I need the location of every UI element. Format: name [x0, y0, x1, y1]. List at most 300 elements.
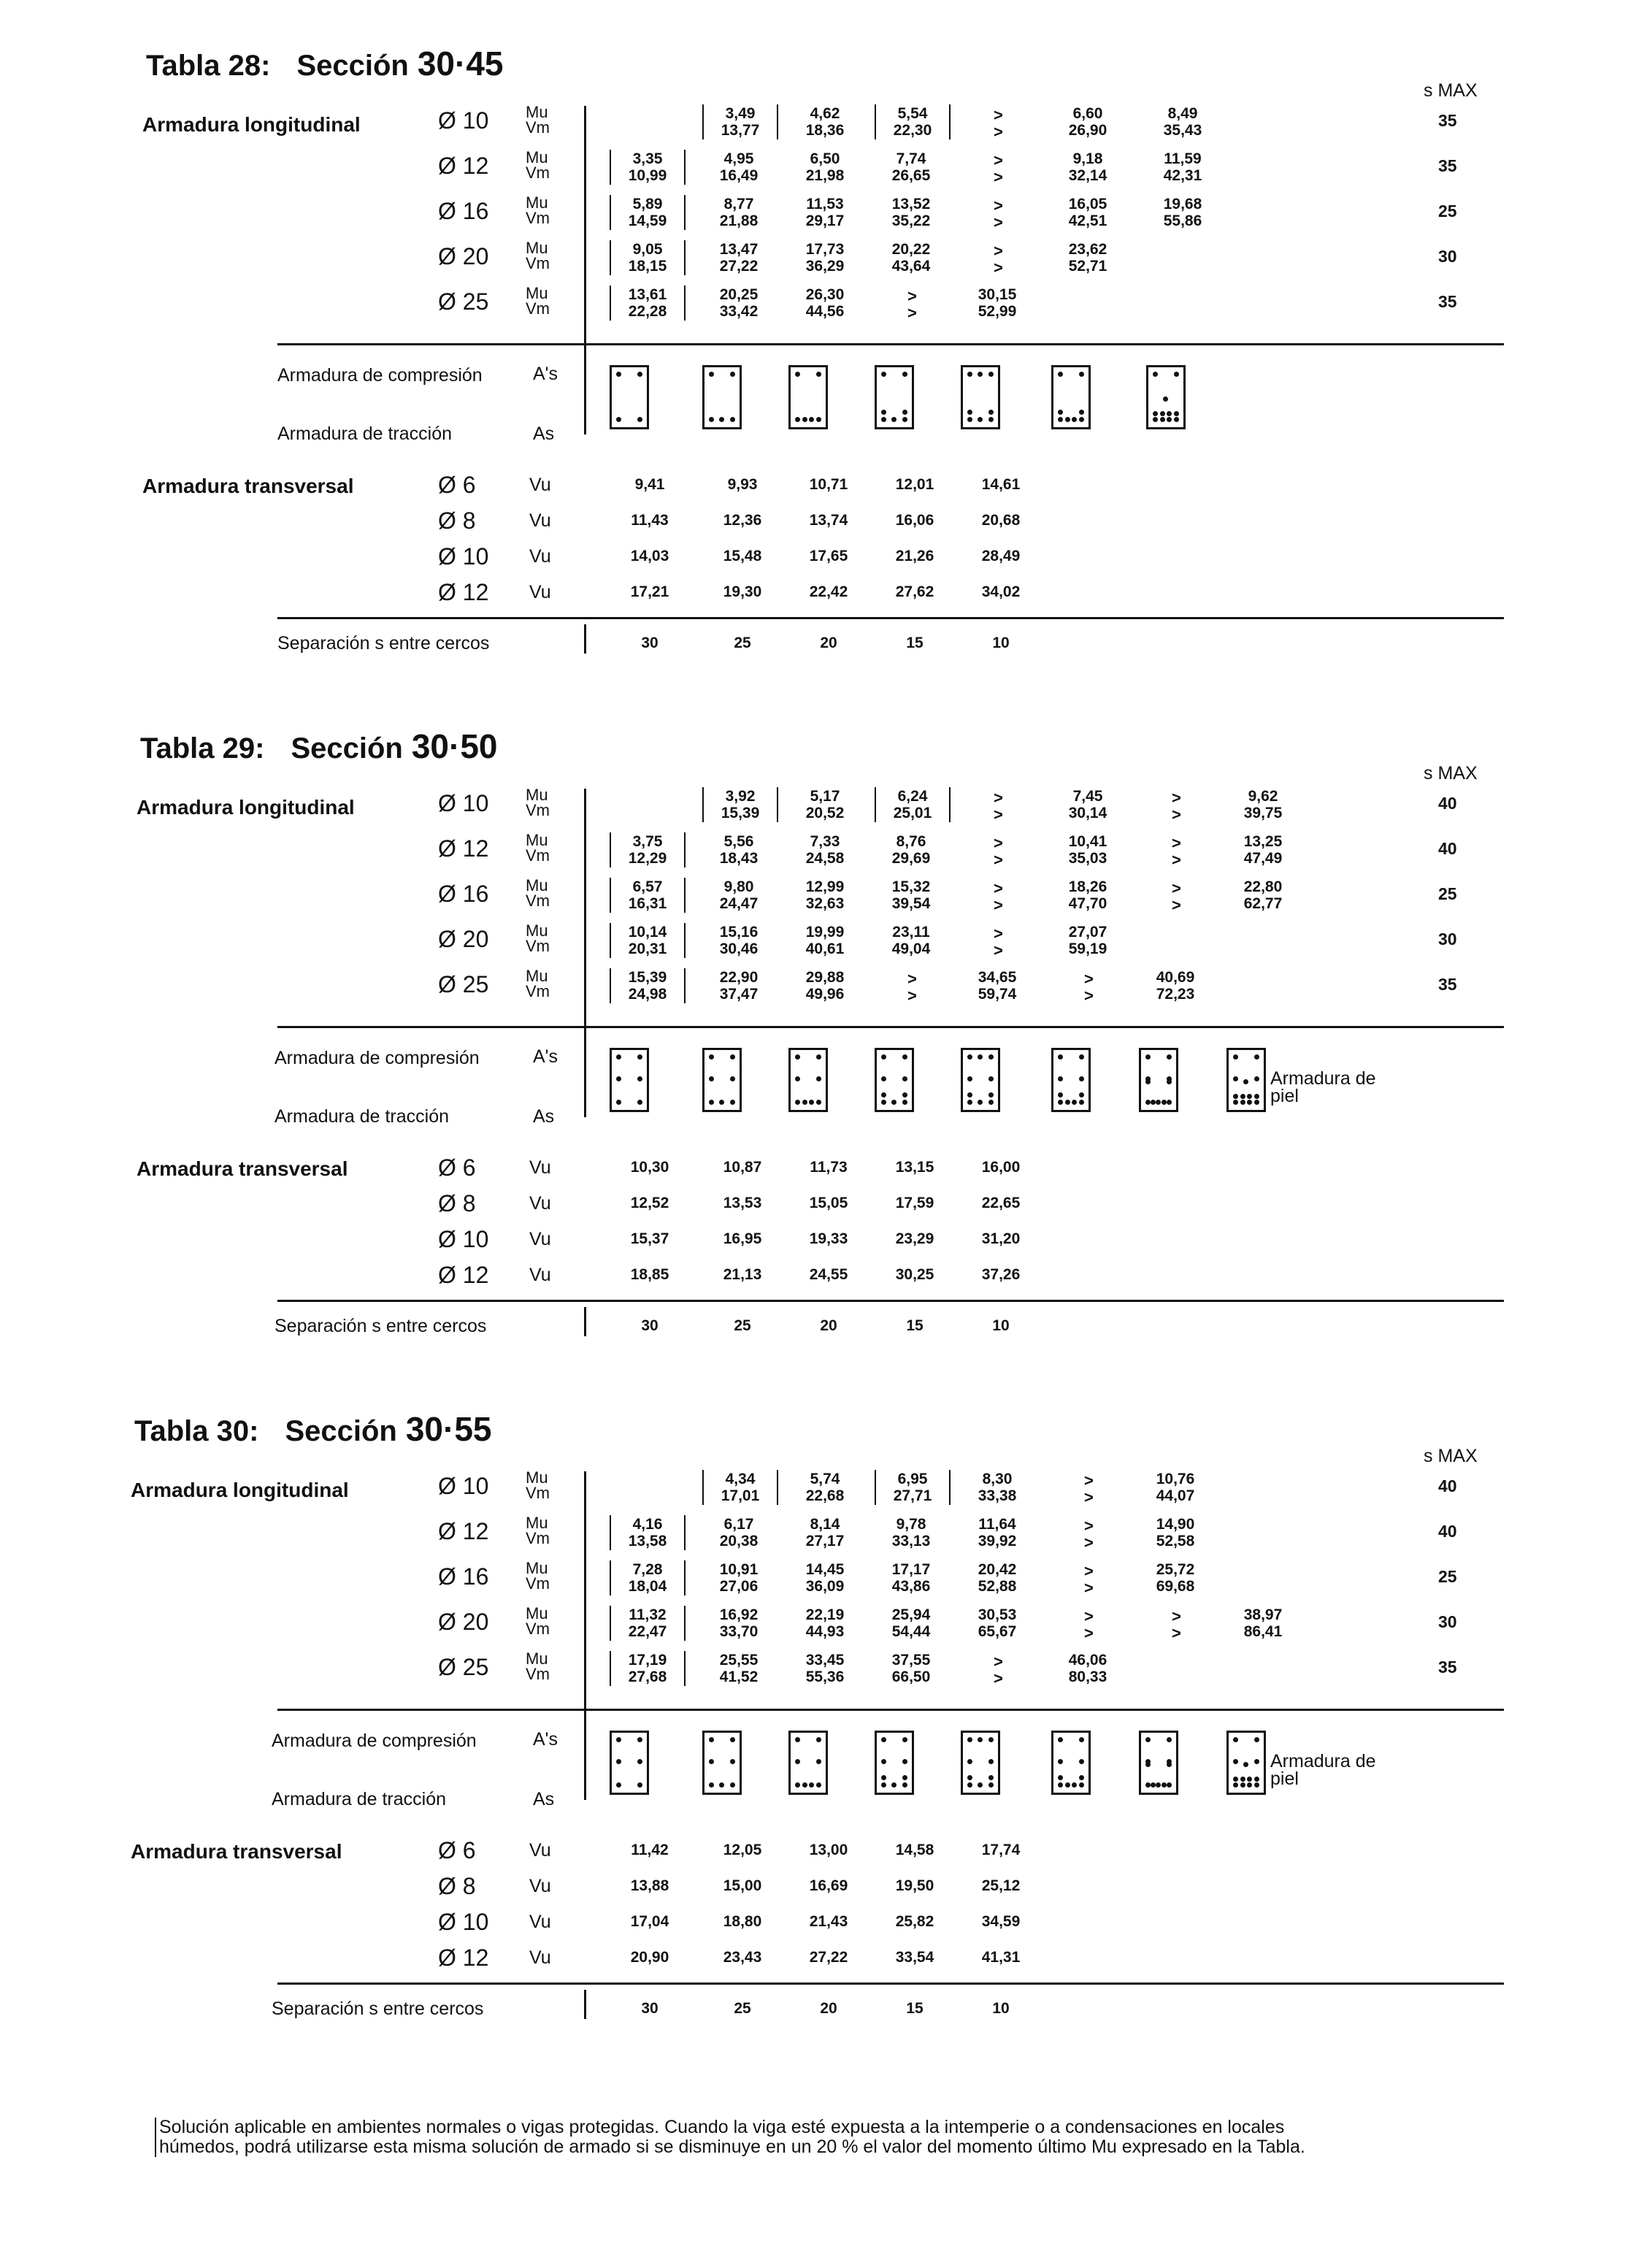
rebar-dot	[1240, 1782, 1245, 1788]
vm-value: 24,47	[719, 895, 759, 912]
exceeds-marker: >	[907, 986, 917, 1005]
vm-value: 18,04	[610, 1577, 686, 1595]
rebar-dot	[978, 1737, 983, 1742]
vu-label: Vu	[529, 510, 551, 531]
vu-value: 17,65	[809, 548, 848, 564]
mu-value: 17,17	[891, 1561, 931, 1578]
rebar-dot	[902, 372, 907, 377]
mu-value: 37,55	[891, 1652, 931, 1669]
vm-value: 21,98	[805, 167, 845, 184]
vu-label: Vu	[529, 1876, 551, 1896]
vu-value: 11,43	[631, 512, 669, 529]
rebar-dot	[1167, 411, 1172, 416]
column-separator	[584, 624, 586, 654]
rebar-dot	[1254, 1782, 1259, 1788]
vm-value: 15,39	[702, 804, 778, 822]
mu-value: 4,16	[610, 1515, 686, 1533]
vu-label: Vu	[529, 1265, 551, 1285]
mu-value: 19,99	[805, 924, 845, 940]
column-separator	[584, 789, 586, 1117]
section-diagram	[788, 365, 828, 429]
exceeds-marker: >	[994, 123, 1003, 141]
vu-label: Vu	[529, 546, 551, 567]
table-number: Tabla 30:	[134, 1415, 259, 1447]
exceeds-marker: >	[994, 106, 1003, 124]
vu-value: 25,12	[981, 1877, 1021, 1894]
rebar-dot	[1058, 1782, 1063, 1788]
rebar-dot	[809, 1782, 814, 1788]
bar-diameter: Ø 12	[438, 153, 489, 179]
rebar-dot	[1167, 1782, 1172, 1788]
exceeds-marker: >	[994, 242, 1003, 260]
rebar-dot	[967, 410, 972, 415]
rebar-dot	[795, 1759, 800, 1764]
mu-value: 16,05	[1068, 196, 1107, 212]
mu-label: Mu	[526, 1650, 548, 1668]
rebar-dot	[1145, 1782, 1151, 1788]
vm-value: 18,36	[805, 122, 845, 139]
rebar-dot	[709, 1100, 714, 1105]
vu-value: 12,52	[630, 1195, 669, 1211]
smax-value: 40	[1438, 794, 1457, 813]
section-label: Sección	[285, 1415, 397, 1447]
rebar-dot	[616, 1737, 621, 1742]
rebar-dot	[881, 1737, 886, 1742]
rebar-dot	[881, 1100, 886, 1105]
vu-value: 33,54	[895, 1949, 934, 1966]
rebar-dot	[1079, 1737, 1084, 1742]
table-number: Tabla 29:	[140, 732, 265, 765]
rebar-dot	[902, 1092, 907, 1097]
rebar-dot	[816, 1076, 821, 1081]
rebar-dot	[1243, 1762, 1248, 1767]
mu-value: 5,89	[610, 195, 686, 213]
divider-line	[277, 343, 1504, 345]
exceeds-marker: >	[1084, 1488, 1094, 1506]
table-title	[134, 1409, 492, 1449]
rebar-dot	[1145, 1100, 1151, 1105]
exceeds-marker: >	[994, 213, 1003, 231]
vm-value: 72,23	[1156, 986, 1195, 1003]
rebar-dot	[1254, 1737, 1259, 1742]
rebar-dot	[809, 1100, 814, 1105]
mu-value: 13,25	[1243, 833, 1283, 850]
rebar-dot	[1233, 1782, 1238, 1788]
section-diagram	[961, 1048, 1000, 1112]
vm-value: 36,29	[805, 258, 845, 275]
vu-value: 19,30	[723, 583, 762, 600]
bar-diameter: Ø 10	[438, 107, 489, 134]
vu-value: 27,62	[895, 583, 934, 600]
exceeds-marker: >	[1172, 834, 1181, 852]
table-title	[140, 727, 498, 766]
tension-label: Armadura de tracción	[274, 1106, 450, 1127]
vm-value: 26,90	[1068, 122, 1107, 139]
mu-label: Mu	[526, 284, 548, 302]
mu-value: 23,62	[1068, 241, 1107, 258]
rebar-dot	[719, 417, 724, 422]
rebar-dot	[881, 410, 886, 415]
rebar-dot	[1254, 1076, 1259, 1081]
rebar-dot	[1153, 372, 1158, 377]
mu-value: 10,41	[1068, 833, 1107, 850]
rebar-dot	[988, 1775, 994, 1780]
vm-value: 47,70	[1068, 895, 1107, 912]
vu-value: 11,73	[810, 1159, 848, 1176]
rebar-dot	[730, 1782, 735, 1788]
column-separator	[584, 1307, 586, 1336]
rebar-dot	[1145, 1076, 1151, 1081]
vu-value: 27,22	[809, 1949, 848, 1966]
vm-value: 52,71	[1068, 258, 1107, 275]
mu-value: 4,34	[702, 1470, 778, 1488]
rebar-dot	[1233, 1094, 1238, 1099]
smax-header: s MAX	[1424, 763, 1478, 784]
vu-value: 21,43	[809, 1913, 848, 1930]
separation-value: 20	[820, 635, 837, 651]
rebar-dot	[988, 1054, 994, 1060]
vu-value: 21,26	[895, 548, 934, 564]
smax-value: 35	[1438, 156, 1457, 175]
mu-value: 8,76	[896, 833, 926, 850]
rebar-dot	[1058, 410, 1063, 415]
section-diagram	[610, 365, 649, 429]
vu-label: Vu	[529, 475, 551, 495]
vu-value: 22,65	[981, 1195, 1021, 1211]
vm-value: 52,88	[978, 1578, 1017, 1595]
vu-value: 20,68	[981, 512, 1021, 529]
vm-value: 27,22	[719, 258, 759, 275]
rebar-dot	[1163, 396, 1168, 402]
rebar-dot	[795, 1737, 800, 1742]
rebar-dot	[1233, 1100, 1238, 1105]
section-diagram	[702, 1731, 742, 1795]
rebar-dot	[988, 1092, 994, 1097]
vm-value: 44,07	[1156, 1487, 1195, 1504]
vu-value: 18,85	[630, 1266, 669, 1283]
rebar-dot	[1167, 417, 1172, 422]
vu-value: 9,93	[727, 476, 758, 493]
mu-value: 8,14	[810, 1516, 840, 1533]
section-dimensions: 30·55	[405, 1410, 492, 1448]
separation-value: 20	[820, 2000, 837, 2017]
vm-value: 40,61	[805, 940, 845, 957]
vm-value: 37,47	[719, 986, 759, 1003]
smax-header: s MAX	[1424, 1446, 1478, 1466]
smax-value: 40	[1438, 1522, 1457, 1541]
vm-value: 39,92	[978, 1533, 1017, 1549]
vu-value: 30,25	[895, 1266, 934, 1283]
exceeds-marker: >	[994, 924, 1003, 943]
rebar-dot	[1058, 1737, 1063, 1742]
rebar-dot	[730, 1076, 735, 1081]
rebar-dot	[988, 1782, 994, 1788]
exceeds-marker: >	[994, 196, 1003, 215]
rebar-dot	[1247, 1100, 1252, 1105]
smax-header: s MAX	[1424, 80, 1478, 101]
smax-value: 40	[1438, 839, 1457, 858]
vm-value: 12,29	[610, 849, 686, 867]
vm-label: Vm	[526, 892, 550, 910]
vu-value: 13,88	[630, 1877, 669, 1894]
rebar-dot	[637, 1076, 642, 1081]
rebar-dot	[795, 1782, 800, 1788]
rebar-dot	[902, 410, 907, 415]
exceeds-marker: >	[994, 834, 1003, 852]
longitudinal-label: Armadura longitudinal	[131, 1479, 349, 1501]
exceeds-marker: >	[1172, 789, 1181, 807]
rebar-dot	[730, 372, 735, 377]
mu-label: Mu	[526, 239, 548, 257]
mu-value: 7,33	[810, 833, 840, 850]
bar-diameter: Ø 25	[438, 288, 489, 315]
mu-value: 5,54	[875, 104, 951, 123]
rebar-dot	[1058, 417, 1063, 422]
vu-value: 14,03	[630, 548, 669, 564]
rebar-dot	[1065, 417, 1070, 422]
section-diagram	[610, 1048, 649, 1112]
rebar-dot	[730, 1737, 735, 1742]
vm-value: 54,44	[891, 1623, 931, 1640]
column-separator	[584, 106, 586, 434]
rebar-dot	[1254, 1759, 1259, 1764]
stirrup-diameter: Ø 10	[438, 543, 489, 570]
exceeds-marker: >	[1084, 1471, 1094, 1490]
rebar-dot	[1162, 1100, 1167, 1105]
vu-value: 13,53	[723, 1195, 762, 1211]
bar-diameter: Ø 25	[438, 971, 489, 997]
rebar-dot	[881, 1775, 886, 1780]
mu-label: Mu	[526, 1514, 548, 1532]
exceeds-marker: >	[1172, 879, 1181, 897]
vu-value: 28,49	[981, 548, 1021, 564]
vm-value: 39,75	[1243, 805, 1283, 821]
rebar-dot	[1079, 372, 1084, 377]
column-separator	[584, 1990, 586, 2019]
exceeds-marker: >	[994, 168, 1003, 186]
exceeds-marker: >	[994, 941, 1003, 959]
rebar-dot	[1162, 1782, 1167, 1788]
vu-value: 23,29	[895, 1230, 934, 1247]
rebar-dot	[881, 372, 886, 377]
stirrup-diameter: Ø 12	[438, 1262, 489, 1288]
rebar-dot	[1079, 1100, 1084, 1105]
vm-value: 13,77	[702, 121, 778, 139]
mu-value: 13,52	[891, 196, 931, 212]
vm-value: 18,43	[719, 850, 759, 867]
rebar-dot	[967, 1775, 972, 1780]
rebar-dot	[881, 417, 886, 422]
separation-value: 15	[906, 635, 924, 651]
mu-value: 15,39	[610, 968, 686, 986]
bar-diameter: Ø 16	[438, 1563, 489, 1590]
longitudinal-label: Armadura longitudinal	[142, 113, 361, 136]
mu-value: 19,68	[1163, 196, 1202, 212]
vu-value: 41,31	[981, 1949, 1021, 1966]
vu-value: 10,87	[723, 1159, 762, 1176]
vm-value: 80,33	[1068, 1669, 1107, 1685]
divider-line	[277, 1709, 1504, 1711]
vm-value: 18,15	[610, 257, 686, 275]
rebar-dot	[719, 1782, 724, 1788]
tension-label: Armadura de tracción	[277, 424, 453, 444]
vu-value: 12,36	[723, 512, 762, 529]
transversal-label: Armadura transversal	[142, 475, 354, 497]
vm-value: 44,93	[805, 1623, 845, 1640]
section-diagram	[875, 1731, 914, 1795]
section-diagram	[702, 365, 742, 429]
vm-value: 16,31	[610, 894, 686, 913]
rebar-dot	[1156, 1782, 1161, 1788]
vu-value: 14,61	[981, 476, 1021, 493]
vm-value: 43,86	[891, 1578, 931, 1595]
vm-value: 42,31	[1163, 167, 1202, 184]
stirrup-diameter: Ø 6	[438, 1154, 476, 1181]
separation-value: 10	[992, 635, 1010, 651]
vu-value: 22,42	[809, 583, 848, 600]
exceeds-marker: >	[994, 879, 1003, 897]
exceeds-marker: >	[1172, 851, 1181, 869]
rebar-dot	[902, 1775, 907, 1780]
mu-value: 12,99	[805, 878, 845, 895]
vm-label: Vm	[526, 1665, 550, 1683]
rebar-dot	[616, 1100, 621, 1105]
vm-label: Vm	[526, 1529, 550, 1547]
mu-value: 9,78	[896, 1516, 926, 1533]
vm-value: 33,38	[978, 1487, 1017, 1504]
rebar-dot	[1079, 1782, 1084, 1788]
rebar-dot	[1079, 1076, 1084, 1081]
rebar-dot	[795, 1076, 800, 1081]
mu-value: 3,49	[702, 104, 778, 123]
rebar-dot	[709, 1782, 714, 1788]
exceeds-marker: >	[994, 258, 1003, 277]
rebar-dot	[1167, 1100, 1172, 1105]
section-diagram	[788, 1731, 828, 1795]
vm-value: 52,58	[1156, 1533, 1195, 1549]
vu-value: 11,42	[631, 1842, 669, 1858]
rebar-dot	[1079, 1775, 1084, 1780]
rebar-dot	[967, 1100, 972, 1105]
stirrup-diameter: Ø 6	[438, 472, 476, 498]
bar-diameter: Ø 16	[438, 198, 489, 224]
mu-label: Mu	[526, 1604, 548, 1623]
divider-line	[277, 617, 1504, 619]
rebar-dot	[988, 1737, 994, 1742]
mu-value: 5,17	[810, 788, 840, 805]
section-label: Sección	[291, 732, 403, 765]
smax-value: 30	[1438, 930, 1457, 949]
rebar-dot	[881, 1076, 886, 1081]
vm-value: 33,42	[719, 303, 759, 320]
rebar-dot	[967, 1054, 972, 1060]
vm-value: 43,64	[891, 258, 931, 275]
vm-value: 22,28	[610, 302, 686, 321]
footnote-line-1: Solución aplicable en ambientes normales o vigas protegidas. Cuando la viga esté expuesta a la intemperie o a condensaciones en locales	[159, 2117, 1285, 2137]
rebar-dot	[891, 417, 896, 422]
rebar-dot	[1058, 1775, 1063, 1780]
rebar-dot	[816, 1759, 821, 1764]
rebar-dot	[967, 1737, 972, 1742]
section-label: Sección	[296, 50, 409, 82]
rebar-dot	[1072, 417, 1077, 422]
rebar-dot	[1254, 1094, 1259, 1099]
vm-value: 20,38	[719, 1533, 759, 1549]
mu-value: 20,25	[719, 286, 759, 303]
stirrup-diameter: Ø 10	[438, 1909, 489, 1935]
rebar-dot	[881, 1782, 886, 1788]
stirrup-diameter: Ø 6	[438, 1837, 476, 1863]
mu-value: 10,76	[1156, 1471, 1195, 1487]
mu-value: 6,17	[723, 1516, 754, 1533]
section-diagram	[788, 1048, 828, 1112]
vu-value: 16,00	[981, 1159, 1021, 1176]
exceeds-marker: >	[994, 1652, 1003, 1671]
rebar-dot	[730, 1759, 735, 1764]
rebar-dot	[795, 417, 800, 422]
rebar-dot	[1058, 1092, 1063, 1097]
rebar-dot	[709, 372, 714, 377]
separation-value: 25	[734, 635, 751, 651]
vm-value: 21,88	[719, 212, 759, 229]
mu-value: 25,55	[719, 1652, 759, 1669]
separation-value: 30	[641, 1317, 659, 1334]
rebar-dot	[637, 1782, 642, 1788]
vu-value: 37,26	[981, 1266, 1021, 1283]
rebar-dot	[1058, 1076, 1063, 1081]
divider-line	[277, 1982, 1504, 1985]
mu-value: 6,50	[810, 150, 840, 167]
smax-value: 35	[1438, 1658, 1457, 1677]
skin-reinforcement-label: Armadura de piel	[1270, 1751, 1376, 1789]
rebar-dot	[1160, 417, 1165, 422]
compression-label: Armadura de compresión	[277, 365, 483, 386]
rebar-dot	[616, 417, 621, 422]
rebar-dot	[709, 417, 714, 422]
mu-value: 9,80	[723, 878, 754, 895]
separation-value: 25	[734, 1317, 751, 1334]
transversal-label: Armadura transversal	[137, 1157, 348, 1180]
stirrup-diameter: Ø 12	[438, 1945, 489, 1971]
rebar-dot	[1174, 417, 1179, 422]
mu-label: Mu	[526, 967, 548, 985]
vu-label: Vu	[529, 1193, 551, 1214]
rebar-dot	[809, 417, 814, 422]
rebar-dot	[978, 372, 983, 377]
rebar-dot	[1145, 1054, 1151, 1060]
rebar-dot	[1153, 411, 1158, 416]
smax-value: 35	[1438, 975, 1457, 994]
mu-value: 3,75	[610, 832, 686, 851]
section-diagram	[1051, 365, 1091, 429]
rebar-dot	[1167, 1054, 1172, 1060]
rebar-dot	[1247, 1782, 1252, 1788]
stirrup-diameter: Ø 8	[438, 1873, 476, 1899]
exceeds-marker: >	[1084, 1533, 1094, 1552]
vu-value: 15,05	[809, 1195, 848, 1211]
rebar-dot	[816, 1737, 821, 1742]
mu-label: Mu	[526, 1559, 548, 1577]
mu-value: 26,30	[805, 286, 845, 303]
rebar-dot	[802, 1100, 807, 1105]
mu-value: 17,73	[805, 241, 845, 258]
vm-value: 14,59	[610, 212, 686, 230]
separation-label: Separación s entre cercos	[274, 1316, 487, 1336]
mu-value: 3,92	[702, 787, 778, 805]
vm-value: 49,96	[805, 986, 845, 1003]
rebar-dot	[1153, 417, 1158, 422]
exceeds-marker: >	[1172, 1624, 1181, 1642]
